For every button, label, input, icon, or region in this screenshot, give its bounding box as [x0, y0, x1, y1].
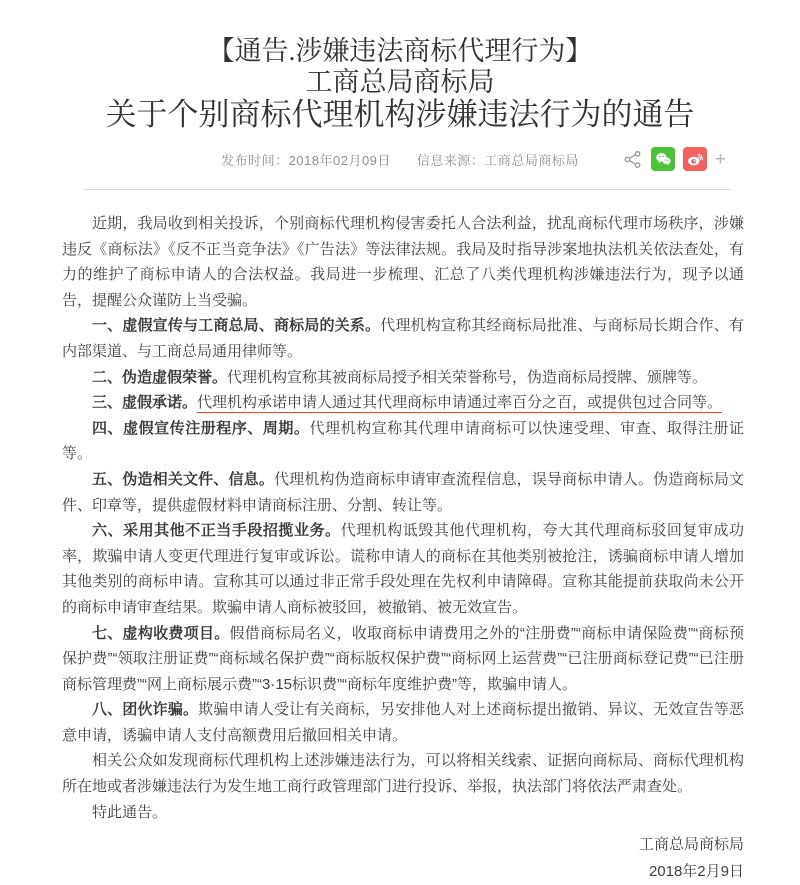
item-2-heading: 二、伪造虚假荣誉。: [92, 368, 228, 386]
item-7: [62, 621, 744, 698]
item-5-text: 代理机构伪造商标申请审查流程信息，误导商标申请人。伪造商标局文件、印章等，提供虚假材料申请商标注册、分割、转让等。: [62, 470, 744, 514]
share-toolbar: [622, 147, 726, 171]
closing-paragraph: 相关公众如发现商标代理机构上述涉嫌违法行为，可以将相关线索、证据向商标局、商标代理机构所在地或者涉嫌违法行为发生地工商行政管理部门进行投诉、举报，执法部门将依法严肃查处。: [62, 752, 744, 796]
item-2: [62, 365, 744, 391]
item-6-text: 代理机构诋毁其他代理机构，夸大其代理商标驳回复审成功率，欺骗申请人变更代理进行复审或诉讼。谎称申请人的商标在其他类别被抢注，诱骗商标申请人增加其他类别的商标申请。宣称其可以通过非正常手段处理在先权利申请障碍。宣称其能提前获取尚未公开的商标申请审查结果。欺骗申请人商标被驳回，被撤销、被无效宣告。: [62, 522, 744, 616]
signature-block: [62, 832, 744, 885]
item-4: [62, 416, 744, 467]
share-icon[interactable]: [622, 149, 643, 170]
item-7-heading: 七、虚构收费项目。: [92, 624, 230, 642]
item-8: [62, 697, 744, 748]
page-title-line3: 关于个别商标代理机构涉嫌违法行为的通告: [105, 97, 695, 132]
item-2-text: 代理机构宣称其被商标局授予相关荣誉称号，伪造商标局授牌、颁牌等。: [227, 368, 708, 386]
item-7-text: 假借商标局名义，收取商标申请费用之外的“注册费”“商标申请保险费”“商标预保护费”“领取注册证费”“商标域名保护费”“商标版权保护费”“商标网上运营费”“已注册商标登记费”“已注册商标管理费”“网上商标展示费”“3·15标识费”“商标年度维护费”等，欺骗申请人。: [62, 624, 744, 693]
signature-org: 工商总局商标局: [638, 836, 744, 854]
final-statement: 特此通告。: [92, 803, 168, 821]
page-title-line2: 工商总局商标局: [305, 67, 495, 97]
item-8-text: 欺骗申请人受让有关商标，另安排他人对上述商标提出撤销、异议、无效宣告等恶意申请，诱骗申请人支付高额费用后撤回相关申请。: [62, 701, 744, 744]
item-5: [62, 467, 744, 518]
notice-body: [62, 211, 744, 885]
item-6: [62, 518, 744, 620]
meta-row: [0, 145, 800, 173]
page-title-line1: 【通告.涉嫌违法商标代理行为】: [207, 36, 593, 66]
publish-time: 发布时间：2018年02月09日: [221, 152, 391, 168]
item-3-heading: 三、虚假承诺。: [92, 394, 198, 412]
item-3-text-underlined: 代理机构承诺申请人通过其代理商标申请通过率百分之百，或提供包过合同等。: [197, 394, 723, 412]
meta-text: [221, 150, 579, 169]
document-header: [0, 0, 800, 190]
item-1-text: 代理机构宣称其经商标局批准、与商标局长期合作、有内部渠道、与工商总局通用律师等。: [62, 317, 744, 360]
intro-paragraph: 近期，我局收到相关投诉，个别商标代理机构侵害委托人合法利益，扰乱商标代理市场秩序，涉嫌违反《商标法》《反不正当竞争法》《广告法》等法律法规。我局及时指导涉案地执法机关依法查处，有力的维护了商标申请人的合法权益。我局进一步梳理、汇总了八类代理机构涉嫌违法行为，现予以通告，提醒公众谨防上当受骗。: [62, 215, 744, 309]
item-3: [62, 390, 744, 416]
item-8-heading: 八、团伙诈骗。: [92, 701, 199, 719]
weibo-share-icon[interactable]: [683, 147, 707, 171]
item-4-heading: 四、虚假宣传注册程序、周期。: [92, 419, 310, 437]
info-source: 信息来源：工商总局商标局: [416, 152, 579, 168]
item-6-heading: 六、采用其他不正当手段招揽业务。: [92, 522, 341, 540]
item-5-heading: 五、伪造相关文件、信息。: [92, 470, 274, 488]
item-4-text: 代理机构宣称其代理申请商标可以快速受理、审查、取得注册证等。: [62, 419, 744, 463]
item-1-heading: 一、虚假宣传与工商总局、商标局的关系。: [92, 317, 381, 335]
more-share-plus-icon[interactable]: +: [714, 148, 726, 170]
header-divider: [84, 189, 730, 190]
wechat-share-icon[interactable]: [651, 147, 675, 171]
signature-date: 2018年2月9日: [648, 862, 744, 880]
item-1: [62, 313, 744, 364]
